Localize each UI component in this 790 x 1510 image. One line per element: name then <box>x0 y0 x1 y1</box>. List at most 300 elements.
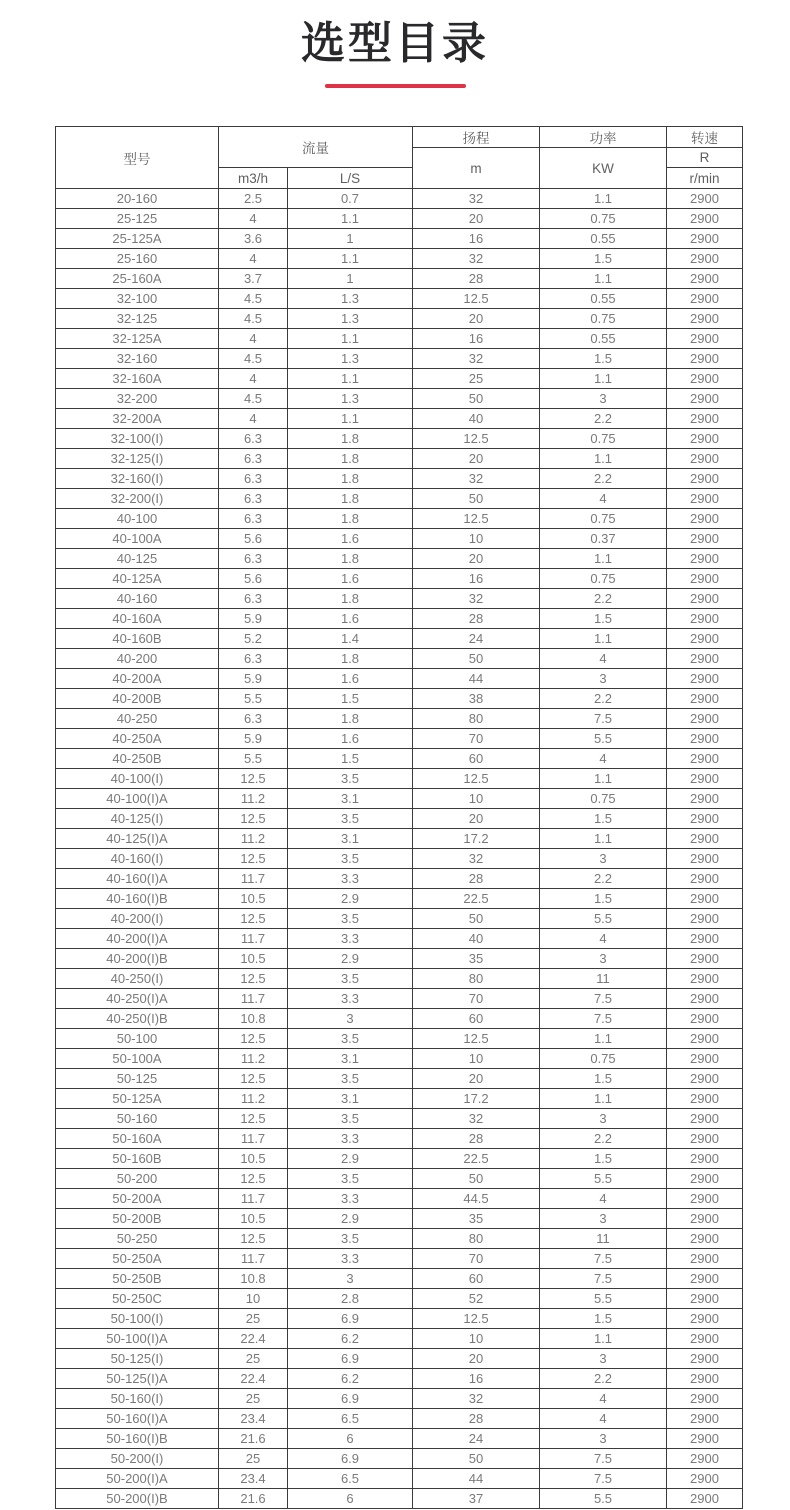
model-cell: 32-200 <box>56 389 219 409</box>
table-row <box>56 1289 743 1309</box>
head-m-cell: 24 <box>413 629 540 649</box>
head-m-cell: 24 <box>413 1429 540 1449</box>
power-kw-cell: 3 <box>540 1109 667 1129</box>
head-m-cell: 60 <box>413 1009 540 1029</box>
model-cell: 40-160(I)B <box>56 889 219 909</box>
table-row <box>56 1369 743 1389</box>
model-cell: 32-160A <box>56 369 219 389</box>
model-cell: 25-125A <box>56 229 219 249</box>
power-kw-cell: 7.5 <box>540 709 667 729</box>
flow-m3h-cell: 22.4 <box>219 1329 288 1349</box>
head-m-cell: 50 <box>413 389 540 409</box>
power-kw-cell: 5.5 <box>540 1169 667 1189</box>
flow-ls-cell: 3 <box>288 1269 413 1289</box>
power-kw-cell: 0.75 <box>540 1049 667 1069</box>
flow-ls-cell: 1.1 <box>288 209 413 229</box>
flow-ls-cell: 6.5 <box>288 1409 413 1429</box>
power-kw-cell: 4 <box>540 929 667 949</box>
speed-rpm-cell: 2900 <box>667 569 743 589</box>
table-row <box>56 949 743 969</box>
speed-rpm-cell: 2900 <box>667 1009 743 1029</box>
flow-ls-cell: 1.5 <box>288 689 413 709</box>
flow-m3h-cell: 21.6 <box>219 1489 288 1509</box>
table-row <box>56 1329 743 1349</box>
head-m-cell: 50 <box>413 649 540 669</box>
speed-rpm-cell: 2900 <box>667 289 743 309</box>
flow-ls-cell: 3 <box>288 1009 413 1029</box>
flow-m3h-cell: 11.7 <box>219 1189 288 1209</box>
model-cell: 50-160A <box>56 1129 219 1149</box>
speed-rpm-cell: 2900 <box>667 1329 743 1349</box>
head-m-cell: 40 <box>413 409 540 429</box>
head-m-cell: 32 <box>413 589 540 609</box>
flow-ls-cell: 3.1 <box>288 789 413 809</box>
speed-rpm-cell: 2900 <box>667 769 743 789</box>
speed-rpm-cell: 2900 <box>667 869 743 889</box>
speed-rpm-cell: 2900 <box>667 189 743 209</box>
model-cell: 50-200(I)B <box>56 1489 219 1509</box>
model-cell: 40-250(I)A <box>56 989 219 1009</box>
power-kw-cell: 3 <box>540 389 667 409</box>
model-cell: 40-250 <box>56 709 219 729</box>
power-kw-cell: 1.1 <box>540 829 667 849</box>
speed-rpm-cell: 2900 <box>667 609 743 629</box>
flow-m3h-cell: 10.5 <box>219 1209 288 1229</box>
model-cell: 32-100(I) <box>56 429 219 449</box>
flow-ls-cell: 3.3 <box>288 929 413 949</box>
power-kw-cell: 5.5 <box>540 1489 667 1509</box>
flow-m3h-cell: 12.5 <box>219 769 288 789</box>
speed-rpm-cell: 2900 <box>667 929 743 949</box>
model-cell: 40-125(I) <box>56 809 219 829</box>
head-m-cell: 16 <box>413 229 540 249</box>
speed-rpm-cell: 2900 <box>667 449 743 469</box>
speed-rpm-cell: 2900 <box>667 1189 743 1209</box>
head-m-cell: 32 <box>413 189 540 209</box>
model-cell: 40-100(I)A <box>56 789 219 809</box>
table-row <box>56 209 743 229</box>
flow-m3h-cell: 11.2 <box>219 789 288 809</box>
power-kw-cell: 3 <box>540 669 667 689</box>
model-cell: 40-100 <box>56 509 219 529</box>
head-m-cell: 35 <box>413 949 540 969</box>
header-row-1 <box>56 127 743 148</box>
flow-ls-cell: 1.6 <box>288 669 413 689</box>
table-row <box>56 1169 743 1189</box>
speed-rpm-cell: 2900 <box>667 1229 743 1249</box>
flow-ls-cell: 3.5 <box>288 1109 413 1129</box>
speed-rpm-cell: 2900 <box>667 1349 743 1369</box>
table-row <box>56 1149 743 1169</box>
power-kw-cell: 1.1 <box>540 189 667 209</box>
model-cell: 50-125A <box>56 1089 219 1109</box>
flow-m3h-cell: 2.5 <box>219 189 288 209</box>
head-m-cell: 44.5 <box>413 1189 540 1209</box>
speed-rpm-cell: 2900 <box>667 349 743 369</box>
power-kw-cell: 7.5 <box>540 1249 667 1269</box>
header-speed-unit: r/min <box>667 168 743 189</box>
table-row <box>56 629 743 649</box>
head-m-cell: 52 <box>413 1289 540 1309</box>
speed-rpm-cell: 2900 <box>667 329 743 349</box>
table-row <box>56 789 743 809</box>
flow-ls-cell: 6.9 <box>288 1309 413 1329</box>
flow-m3h-cell: 5.9 <box>219 729 288 749</box>
speed-rpm-cell: 2900 <box>667 1089 743 1109</box>
power-kw-cell: 0.37 <box>540 529 667 549</box>
head-m-cell: 70 <box>413 989 540 1009</box>
power-kw-cell: 1.1 <box>540 629 667 649</box>
table-row <box>56 1069 743 1089</box>
flow-ls-cell: 1.6 <box>288 569 413 589</box>
flow-m3h-cell: 4 <box>219 329 288 349</box>
model-cell: 40-200(I)B <box>56 949 219 969</box>
power-kw-cell: 1.1 <box>540 449 667 469</box>
head-m-cell: 32 <box>413 469 540 489</box>
flow-ls-cell: 1.8 <box>288 429 413 449</box>
model-cell: 40-200(I)A <box>56 929 219 949</box>
flow-ls-cell: 3.5 <box>288 849 413 869</box>
head-m-cell: 22.5 <box>413 889 540 909</box>
model-cell: 40-160A <box>56 609 219 629</box>
flow-ls-cell: 3.5 <box>288 1169 413 1189</box>
speed-rpm-cell: 2900 <box>667 269 743 289</box>
table-row <box>56 829 743 849</box>
speed-rpm-cell: 2900 <box>667 249 743 269</box>
table-row <box>56 709 743 729</box>
model-cell: 32-125(I) <box>56 449 219 469</box>
head-m-cell: 16 <box>413 569 540 589</box>
model-cell: 32-160 <box>56 349 219 369</box>
flow-m3h-cell: 6.3 <box>219 469 288 489</box>
speed-rpm-cell: 2900 <box>667 1369 743 1389</box>
table-row <box>56 989 743 1009</box>
flow-m3h-cell: 4 <box>219 369 288 389</box>
head-m-cell: 20 <box>413 209 540 229</box>
head-m-cell: 17.2 <box>413 829 540 849</box>
power-kw-cell: 0.55 <box>540 289 667 309</box>
power-kw-cell: 4 <box>540 649 667 669</box>
flow-ls-cell: 1.3 <box>288 289 413 309</box>
speed-rpm-cell: 2900 <box>667 1169 743 1189</box>
table-row <box>56 1009 743 1029</box>
flow-m3h-cell: 25 <box>219 1349 288 1369</box>
table-row <box>56 1409 743 1429</box>
head-m-cell: 50 <box>413 1169 540 1189</box>
table-body <box>56 189 743 1509</box>
model-cell: 40-100A <box>56 529 219 549</box>
speed-rpm-cell: 2900 <box>667 1069 743 1089</box>
power-kw-cell: 3 <box>540 1349 667 1369</box>
model-cell: 40-160 <box>56 589 219 609</box>
flow-ls-cell: 3.3 <box>288 1129 413 1149</box>
header-head: 扬程 <box>413 127 540 148</box>
speed-rpm-cell: 2900 <box>667 809 743 829</box>
speed-rpm-cell: 2900 <box>667 729 743 749</box>
table-row <box>56 529 743 549</box>
speed-rpm-cell: 2900 <box>667 829 743 849</box>
head-m-cell: 44 <box>413 669 540 689</box>
speed-rpm-cell: 2900 <box>667 909 743 929</box>
flow-m3h-cell: 6.3 <box>219 429 288 449</box>
flow-m3h-cell: 6.3 <box>219 489 288 509</box>
model-cell: 40-200 <box>56 649 219 669</box>
flow-ls-cell: 6 <box>288 1429 413 1449</box>
flow-ls-cell: 1.8 <box>288 649 413 669</box>
flow-ls-cell: 1.3 <box>288 349 413 369</box>
model-cell: 50-200B <box>56 1209 219 1229</box>
flow-m3h-cell: 3.7 <box>219 269 288 289</box>
header-model: 型号 <box>56 127 219 189</box>
table-row <box>56 749 743 769</box>
model-cell: 40-250(I)B <box>56 1009 219 1029</box>
head-m-cell: 10 <box>413 529 540 549</box>
speed-rpm-cell: 2900 <box>667 589 743 609</box>
flow-ls-cell: 1.8 <box>288 489 413 509</box>
model-cell: 40-200A <box>56 669 219 689</box>
speed-rpm-cell: 2900 <box>667 889 743 909</box>
table-row <box>56 929 743 949</box>
header-flow-m3h: m3/h <box>219 168 288 189</box>
header-speed: 转速 <box>667 127 743 148</box>
flow-m3h-cell: 6.3 <box>219 509 288 529</box>
power-kw-cell: 1.5 <box>540 1309 667 1329</box>
flow-ls-cell: 3.3 <box>288 869 413 889</box>
speed-rpm-cell: 2900 <box>667 1289 743 1309</box>
model-cell: 40-160(I)A <box>56 869 219 889</box>
power-kw-cell: 1.5 <box>540 249 667 269</box>
flow-m3h-cell: 5.6 <box>219 569 288 589</box>
head-m-cell: 28 <box>413 269 540 289</box>
flow-m3h-cell: 4.5 <box>219 309 288 329</box>
flow-ls-cell: 6.5 <box>288 1469 413 1489</box>
table-row <box>56 689 743 709</box>
model-cell: 40-160B <box>56 629 219 649</box>
head-m-cell: 16 <box>413 1369 540 1389</box>
table-row <box>56 1429 743 1449</box>
power-kw-cell: 1.5 <box>540 889 667 909</box>
table-header <box>56 127 743 189</box>
table-row <box>56 469 743 489</box>
head-m-cell: 35 <box>413 1209 540 1229</box>
table-row <box>56 229 743 249</box>
speed-rpm-cell: 2900 <box>667 369 743 389</box>
table-row <box>56 369 743 389</box>
flow-m3h-cell: 4 <box>219 409 288 429</box>
flow-m3h-cell: 12.5 <box>219 909 288 929</box>
table-row <box>56 389 743 409</box>
table-row <box>56 489 743 509</box>
flow-m3h-cell: 6.3 <box>219 709 288 729</box>
flow-ls-cell: 3.5 <box>288 1069 413 1089</box>
head-m-cell: 12.5 <box>413 1029 540 1049</box>
model-cell: 50-160 <box>56 1109 219 1129</box>
table-row <box>56 1209 743 1229</box>
flow-m3h-cell: 12.5 <box>219 1109 288 1129</box>
head-m-cell: 28 <box>413 609 540 629</box>
table-row <box>56 889 743 909</box>
table-row <box>56 869 743 889</box>
table-row <box>56 1089 743 1109</box>
speed-rpm-cell: 2900 <box>667 1029 743 1049</box>
model-cell: 50-100(I) <box>56 1309 219 1329</box>
header-flow-ls: L/S <box>288 168 413 189</box>
model-cell: 50-200(I) <box>56 1449 219 1469</box>
flow-m3h-cell: 11.2 <box>219 1089 288 1109</box>
table-row <box>56 809 743 829</box>
head-m-cell: 20 <box>413 1069 540 1089</box>
power-kw-cell: 5.5 <box>540 1289 667 1309</box>
flow-ls-cell: 6.9 <box>288 1349 413 1369</box>
head-m-cell: 44 <box>413 1469 540 1489</box>
model-cell: 40-250(I) <box>56 969 219 989</box>
model-cell: 40-250B <box>56 749 219 769</box>
flow-m3h-cell: 21.6 <box>219 1429 288 1449</box>
power-kw-cell: 0.75 <box>540 569 667 589</box>
pump-selection-table <box>55 126 743 1509</box>
head-m-cell: 12.5 <box>413 1309 540 1329</box>
speed-rpm-cell: 2900 <box>667 1249 743 1269</box>
speed-rpm-cell: 2900 <box>667 849 743 869</box>
flow-ls-cell: 1.8 <box>288 509 413 529</box>
model-cell: 50-250A <box>56 1249 219 1269</box>
flow-ls-cell: 2.9 <box>288 1149 413 1169</box>
speed-rpm-cell: 2900 <box>667 629 743 649</box>
flow-ls-cell: 2.8 <box>288 1289 413 1309</box>
speed-rpm-cell: 2900 <box>667 1409 743 1429</box>
power-kw-cell: 2.2 <box>540 1369 667 1389</box>
model-cell: 50-160(I)A <box>56 1409 219 1429</box>
table-row <box>56 349 743 369</box>
speed-rpm-cell: 2900 <box>667 649 743 669</box>
power-kw-cell: 1.1 <box>540 269 667 289</box>
flow-ls-cell: 1.6 <box>288 609 413 629</box>
power-kw-cell: 5.5 <box>540 729 667 749</box>
speed-rpm-cell: 2900 <box>667 969 743 989</box>
speed-rpm-cell: 2900 <box>667 1269 743 1289</box>
speed-rpm-cell: 2900 <box>667 429 743 449</box>
flow-ls-cell: 0.7 <box>288 189 413 209</box>
flow-m3h-cell: 12.5 <box>219 1229 288 1249</box>
table-row <box>56 549 743 569</box>
head-m-cell: 28 <box>413 1129 540 1149</box>
flow-ls-cell: 1.1 <box>288 329 413 349</box>
speed-rpm-cell: 2900 <box>667 229 743 249</box>
head-m-cell: 28 <box>413 869 540 889</box>
speed-rpm-cell: 2900 <box>667 1469 743 1489</box>
table-row <box>56 249 743 269</box>
speed-rpm-cell: 2900 <box>667 1449 743 1469</box>
power-kw-cell: 0.75 <box>540 509 667 529</box>
header-power: 功率 <box>540 127 667 148</box>
speed-rpm-cell: 2900 <box>667 209 743 229</box>
flow-m3h-cell: 10.5 <box>219 1149 288 1169</box>
power-kw-cell: 3 <box>540 849 667 869</box>
power-kw-cell: 4 <box>540 489 667 509</box>
power-kw-cell: 2.2 <box>540 869 667 889</box>
flow-ls-cell: 1.1 <box>288 249 413 269</box>
power-kw-cell: 11 <box>540 1229 667 1249</box>
flow-ls-cell: 6 <box>288 1489 413 1509</box>
head-m-cell: 40 <box>413 929 540 949</box>
power-kw-cell: 1.1 <box>540 1029 667 1049</box>
flow-ls-cell: 1.3 <box>288 309 413 329</box>
model-cell: 50-100(I)A <box>56 1329 219 1349</box>
model-cell: 50-125(I) <box>56 1349 219 1369</box>
speed-rpm-cell: 2900 <box>667 689 743 709</box>
flow-ls-cell: 1.3 <box>288 389 413 409</box>
model-cell: 32-200(I) <box>56 489 219 509</box>
table-row <box>56 429 743 449</box>
flow-ls-cell: 1.5 <box>288 749 413 769</box>
model-cell: 32-160(I) <box>56 469 219 489</box>
flow-m3h-cell: 6.3 <box>219 649 288 669</box>
head-m-cell: 32 <box>413 849 540 869</box>
speed-rpm-cell: 2900 <box>667 309 743 329</box>
model-cell: 50-250C <box>56 1289 219 1309</box>
power-kw-cell: 1.1 <box>540 549 667 569</box>
flow-m3h-cell: 6.3 <box>219 549 288 569</box>
head-m-cell: 60 <box>413 1269 540 1289</box>
power-kw-cell: 4 <box>540 1389 667 1409</box>
model-cell: 50-160(I)B <box>56 1429 219 1449</box>
head-m-cell: 28 <box>413 1409 540 1429</box>
power-kw-cell: 1.5 <box>540 1149 667 1169</box>
speed-rpm-cell: 2900 <box>667 669 743 689</box>
power-kw-cell: 2.2 <box>540 689 667 709</box>
head-m-cell: 12.5 <box>413 429 540 449</box>
power-kw-cell: 1.5 <box>540 809 667 829</box>
speed-rpm-cell: 2900 <box>667 1049 743 1069</box>
power-kw-cell: 0.75 <box>540 309 667 329</box>
flow-ls-cell: 3.1 <box>288 829 413 849</box>
power-kw-cell: 2.2 <box>540 1129 667 1149</box>
head-m-cell: 32 <box>413 1389 540 1409</box>
power-kw-cell: 1.1 <box>540 369 667 389</box>
head-m-cell: 37 <box>413 1489 540 1509</box>
table-row <box>56 309 743 329</box>
table-row <box>56 189 743 209</box>
flow-m3h-cell: 3.6 <box>219 229 288 249</box>
power-kw-cell: 2.2 <box>540 409 667 429</box>
head-m-cell: 80 <box>413 969 540 989</box>
model-cell: 50-100A <box>56 1049 219 1069</box>
table-row <box>56 1029 743 1049</box>
power-kw-cell: 11 <box>540 969 667 989</box>
flow-ls-cell: 2.9 <box>288 1209 413 1229</box>
header-head-unit: m <box>413 148 540 189</box>
model-cell: 40-250A <box>56 729 219 749</box>
head-m-cell: 70 <box>413 1249 540 1269</box>
power-kw-cell: 5.5 <box>540 909 667 929</box>
head-m-cell: 17.2 <box>413 1089 540 1109</box>
power-kw-cell: 7.5 <box>540 1269 667 1289</box>
power-kw-cell: 1.5 <box>540 1069 667 1089</box>
table-row <box>56 289 743 309</box>
flow-m3h-cell: 4.5 <box>219 289 288 309</box>
head-m-cell: 20 <box>413 549 540 569</box>
flow-m3h-cell: 11.2 <box>219 829 288 849</box>
flow-m3h-cell: 4 <box>219 209 288 229</box>
head-m-cell: 50 <box>413 909 540 929</box>
head-m-cell: 10 <box>413 1329 540 1349</box>
head-m-cell: 50 <box>413 1449 540 1469</box>
head-m-cell: 80 <box>413 1229 540 1249</box>
flow-m3h-cell: 5.5 <box>219 749 288 769</box>
table-row <box>56 1489 743 1509</box>
table-row <box>56 909 743 929</box>
model-cell: 32-125A <box>56 329 219 349</box>
